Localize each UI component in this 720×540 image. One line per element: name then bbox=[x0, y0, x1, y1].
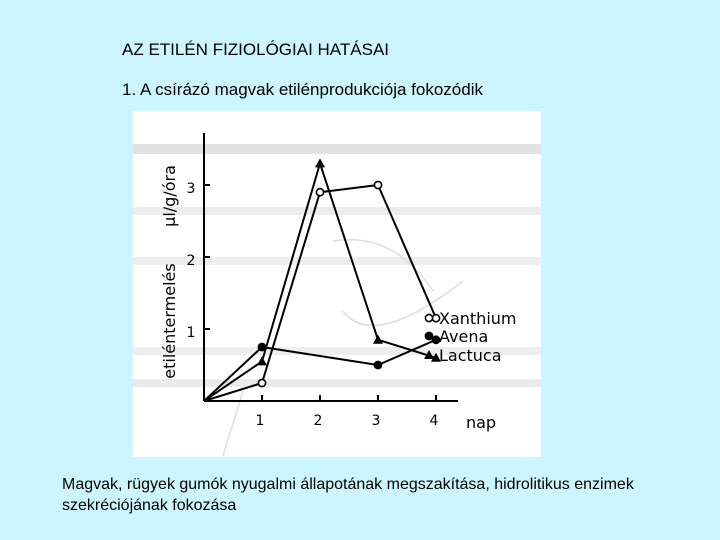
legend-marker-xanthium bbox=[425, 314, 432, 321]
point-lactuca-day-1 bbox=[257, 356, 267, 365]
axes bbox=[204, 133, 458, 401]
x-tick-label-2: 2 bbox=[313, 413, 323, 429]
x-tick-label-3: 3 bbox=[371, 413, 381, 429]
point-avena-day-1 bbox=[258, 343, 265, 350]
legend bbox=[439, 309, 517, 365]
x-axis-title: nap bbox=[465, 413, 497, 432]
line-chart bbox=[133, 111, 541, 457]
point-lactuca-day-3 bbox=[373, 335, 383, 344]
point-lactuca-day-2 bbox=[315, 158, 325, 167]
legend-label-lactuca: Lactuca bbox=[439, 346, 502, 365]
slide-subtitle: 1. A csírázó magvak etilénprodukciója fokozódik bbox=[122, 80, 483, 99]
y-axis-unit: µl/g/óra bbox=[160, 165, 179, 227]
series-line-lactuca bbox=[204, 163, 436, 401]
point-xanthium-day-3 bbox=[374, 181, 381, 188]
point-xanthium-day-2 bbox=[316, 189, 323, 196]
chart-figure bbox=[133, 111, 541, 457]
point-avena-day-3 bbox=[374, 361, 381, 368]
x-tick-label-4: 4 bbox=[429, 413, 439, 429]
legend-label-avena: Avena bbox=[439, 327, 489, 346]
point-xanthium-day-1 bbox=[258, 379, 265, 386]
y-tick-label-2: 2 bbox=[186, 253, 196, 269]
legend-marker-avena bbox=[425, 332, 432, 339]
series-layer bbox=[204, 158, 441, 401]
slide-caption: Magvak, rügyek gumók nyugalmi állapotának megszakítása, hidrolitikus enzimek szekréciójának fokozása bbox=[62, 476, 634, 514]
y-tick-label-3: 3 bbox=[186, 181, 196, 197]
legend-label-xanthium: Xanthium bbox=[439, 309, 517, 328]
slide-title: AZ ETILÉN FIZIOLÓGIAI HATÁSAI bbox=[122, 40, 390, 59]
y-tick-label-1: 1 bbox=[186, 325, 196, 341]
y-axis-title: etiléntermelés bbox=[160, 263, 179, 379]
x-tick-label-1: 1 bbox=[255, 413, 265, 429]
